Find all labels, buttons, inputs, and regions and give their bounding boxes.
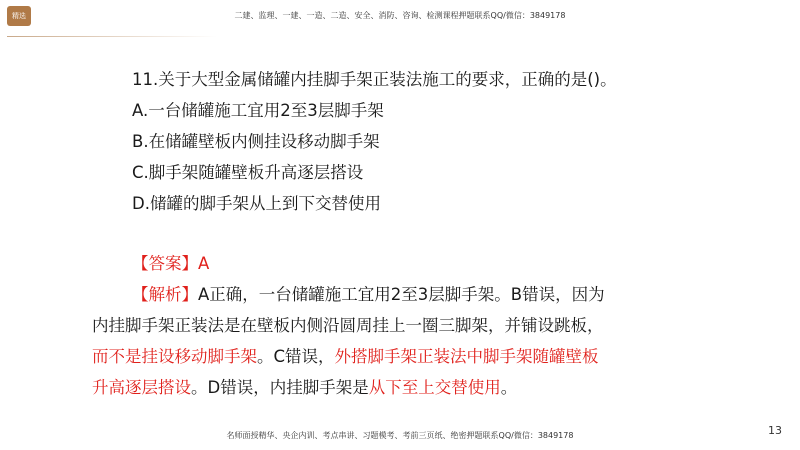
analysis-text-4: 。D错误，内挂脚手架是: [191, 378, 369, 397]
logo-badge: 精选: [7, 6, 31, 26]
analysis-text-4-end: 。: [500, 378, 518, 397]
option-c: C.脚手架随罐壁板升高逐层搭设: [132, 163, 364, 182]
analysis-text-3: 。C错误，: [257, 347, 335, 366]
analysis-highlight-1: 而不是挂设移动脚手架: [92, 347, 257, 366]
option-b: B.在储罐壁板内侧挂设移动脚手架: [132, 132, 380, 151]
analysis-text-1: A正确，一台储罐施工宜用2至3层脚手架。B错误，因为: [198, 285, 605, 304]
analysis-line-1: [132, 279, 672, 310]
footer-banner: 名师面授精华、央企内训、考点串讲、习题模考、考前三页纸、绝密押题联系QQ/微信：3849178: [226, 431, 574, 440]
analysis-line-3: [92, 341, 672, 372]
analysis-highlight-4: 从下至上交替使用: [368, 378, 501, 397]
analysis-highlight-3: 升高逐层搭设: [92, 378, 191, 397]
analysis-line-2: 内挂脚手架正装法是在壁板内侧沿圆周挂上一圈三脚架，并铺设跳板，: [92, 316, 604, 335]
option-a: A.一台储罐施工宜用2至3层脚手架: [132, 101, 384, 120]
slide-content: [92, 64, 672, 403]
header-divider: [7, 36, 217, 37]
analysis-line-4: [92, 372, 672, 403]
header-banner: 二建、监理、一建、一造、二造、安全、消防、咨询、检测课程押题联系QQ/微信：3849178: [234, 11, 566, 20]
question-stem: 11.关于大型金属储罐内挂脚手架正装法施工的要求，正确的是()。: [132, 70, 617, 89]
analysis-label: 【解析】: [132, 285, 198, 304]
option-d: D.储罐的脚手架从上到下交替使用: [132, 194, 381, 213]
analysis-highlight-2: 外搭脚手架正装法中脚手架随罐壁板: [334, 347, 599, 366]
page-number: 13: [768, 424, 782, 437]
answer-label: 【答案】: [132, 254, 198, 273]
answer-value: A: [198, 254, 210, 273]
answer-line: [132, 248, 672, 279]
